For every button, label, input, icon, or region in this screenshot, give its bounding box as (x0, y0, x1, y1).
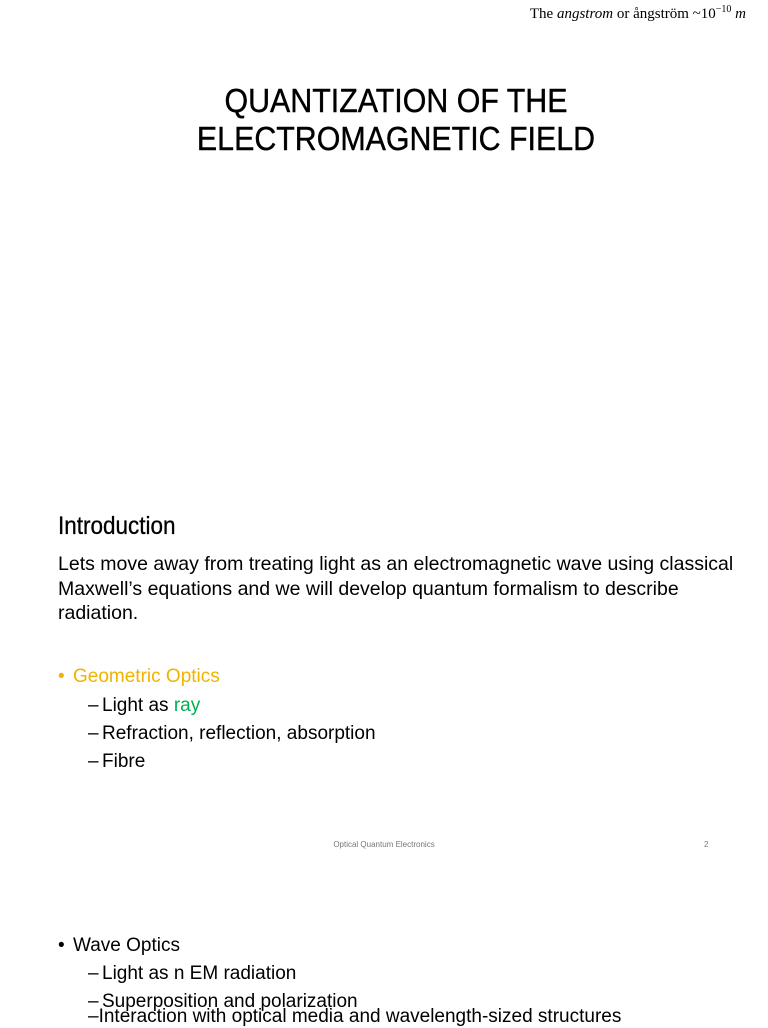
intro-paragraph: Lets move away from treating light as an electromagnetic wave using classical Maxwell’s equations and we will develop quantum formalism to describe radiation. (58, 553, 734, 624)
dash-marker: – (88, 723, 99, 744)
list-item (88, 751, 145, 773)
bullet-wave-optics (58, 935, 180, 957)
note-middle: or ångström ~10 (616, 6, 716, 22)
list-item-text: Fibre (102, 751, 146, 772)
slide-footer: Optical Quantum Electronics (333, 840, 435, 849)
list-item-text: Superposition and polarization (102, 991, 358, 1012)
list-item (88, 723, 376, 745)
title-line-1: QUANTIZATION OF THE (224, 82, 568, 119)
list-item (88, 963, 296, 985)
ray-highlight: ray (173, 695, 201, 716)
dash-marker: – (88, 1006, 99, 1027)
bullet-marker: • (58, 935, 65, 956)
list-item-text: Light as (102, 695, 174, 716)
section-heading: Introduction (58, 512, 176, 540)
title-line-2: ELECTROMAGNETIC FIELD (196, 120, 596, 157)
list-item (88, 695, 200, 717)
dash-marker: – (88, 991, 99, 1012)
dash-marker: – (88, 963, 99, 984)
bullet-geometric-optics (58, 666, 220, 688)
dash-marker: – (88, 751, 99, 772)
dash-marker: – (88, 695, 99, 716)
bullet-label: Geometric Optics (73, 666, 220, 687)
bullet-label: Wave Optics (73, 935, 180, 956)
note-prefix: The (529, 6, 554, 22)
list-item-text: Interaction with optical media and wavelength-sized structures (98, 1006, 622, 1027)
list-item-text: Refraction, reflection, absorption (102, 723, 376, 744)
note-unit: m (735, 6, 746, 22)
list-item (88, 1006, 622, 1028)
note-term: angstrom (556, 6, 614, 22)
list-item-text: Light as n EM radiation (102, 963, 297, 984)
cut-off-line (88, 1006, 622, 1027)
bullet-marker: • (58, 666, 65, 687)
page-title (32, 82, 761, 158)
angstrom-note (530, 4, 746, 23)
note-exponent: −10 (715, 4, 732, 15)
page-number: 2 (704, 840, 709, 849)
